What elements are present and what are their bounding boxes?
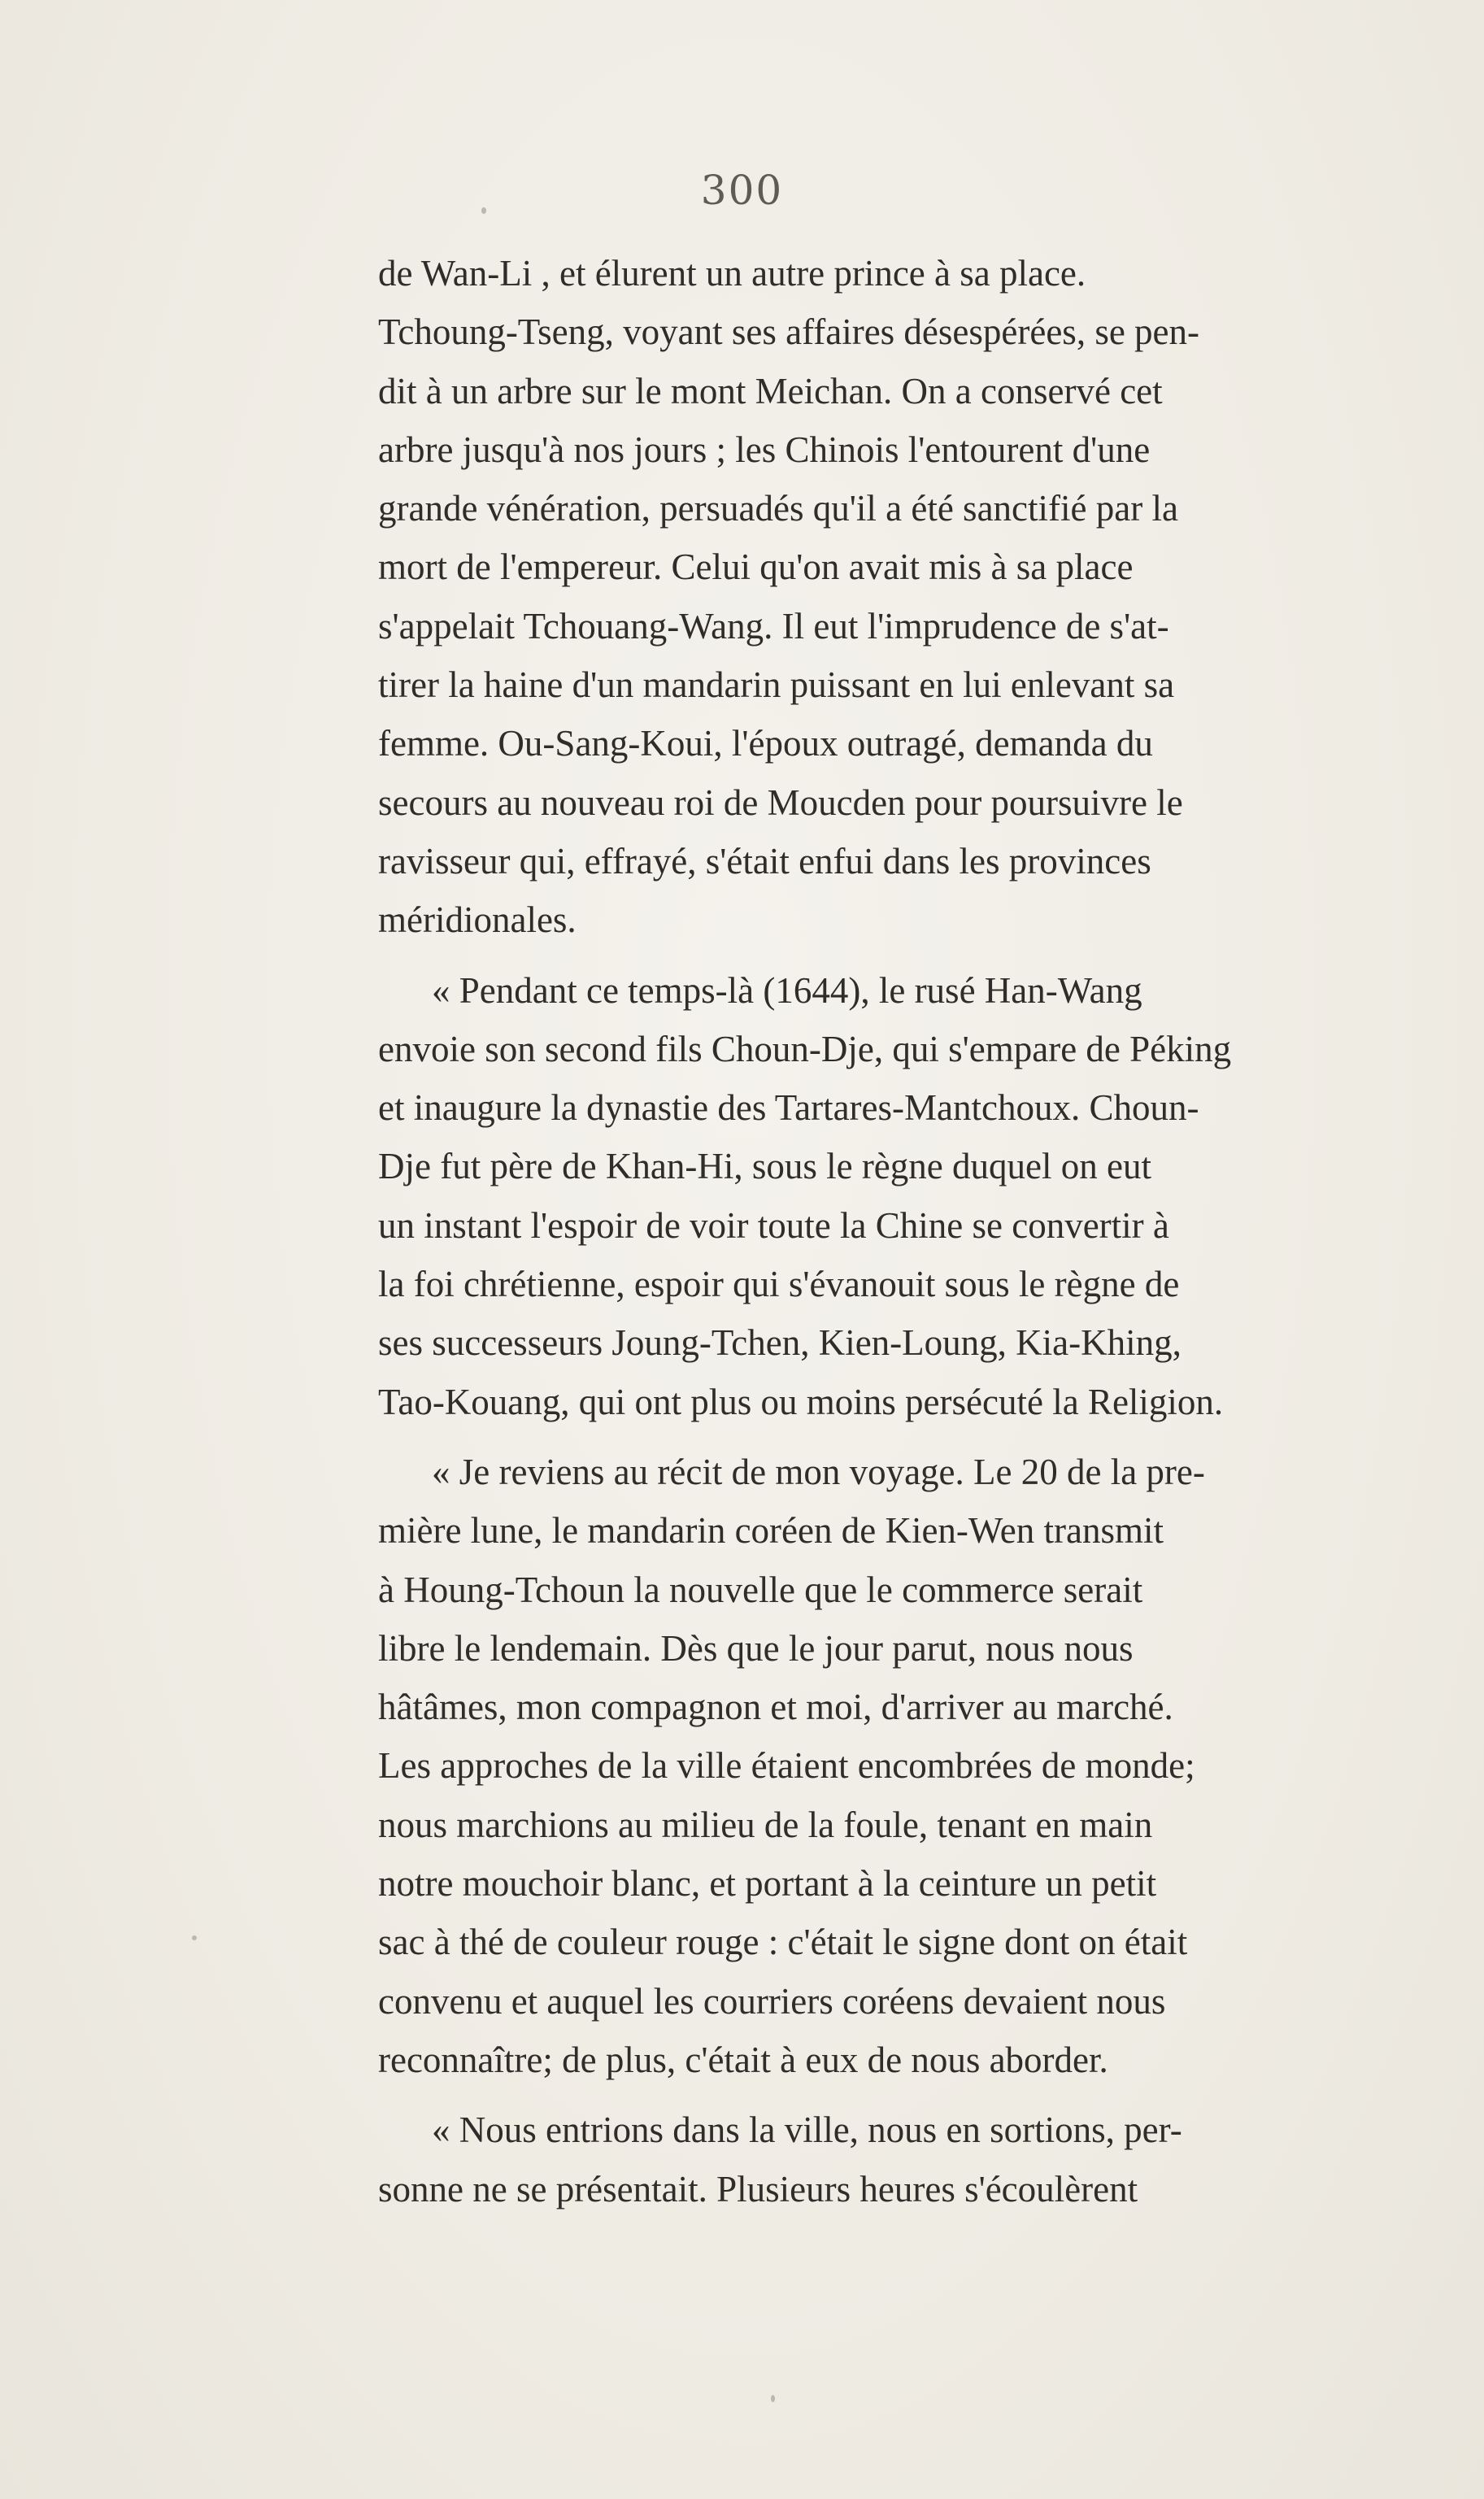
text-line: méridionales. [378,899,577,941]
body-text [378,244,1419,2230]
text-line: sonne ne se présentait. Plusieurs heures s'écoulèrent [378,2168,1138,2209]
text-line: « Pendant ce temps-là (1644), le rusé Han-Wang [432,969,1142,1011]
text-line: reconnaître; de plus, c'était à eux de nous aborder. [378,2039,1108,2080]
paragraph [378,2101,1419,2218]
paper-speck [192,1935,197,1940]
text-line: Les approches de la ville étaient encombrées de monde; [378,1745,1195,1787]
text-line: notre mouchoir blanc, et portant à la ceinture un petit [378,1863,1157,1905]
text-line: « Nous entrions dans la ville, nous en sortions, per- [432,2109,1182,2151]
text-line: ravisseur qui, effrayé, s'était enfui dans les provinces [378,840,1151,882]
text-line: Dje fut père de Khan-Hi, sous le règne duquel on eut [378,1146,1151,1187]
paragraph [378,1443,1419,2089]
text-line: Tchoung-Tseng, voyant ses affaires désespérées, se pen- [378,311,1200,353]
text-line: la foi chrétienne, espoir qui s'évanouit sous le règne de [378,1264,1180,1305]
text-line: sac à thé de couleur rouge : c'était le signe dont on était [378,1922,1188,1963]
text-line: secours au nouveau roi de Moucden pour poursuivre le [378,781,1183,823]
text-line: femme. Ou-Sang-Koui, l'époux outragé, demanda du [378,723,1153,764]
text-line: mort de l'empereur. Celui qu'on avait mis à sa place [378,546,1134,588]
text-line: grande vénération, persuadés qu'il a été sanctifié par la [378,488,1178,529]
text-line: hâtâmes, mon compagnon et moi, d'arriver au marché. [378,1687,1173,1728]
text-line: envoie son second fils Choun-Dje, qui s'empare de Péking [378,1028,1232,1069]
text-line: et inaugure la dynastie des Tartares-Mantchoux. Choun- [378,1087,1199,1129]
text-line: tirer la haine d'un mandarin puissant en lui enlevant sa [378,664,1175,706]
text-line: nous marchions au milieu de la foule, tenant en main [378,1804,1153,1845]
paragraph [378,244,1419,950]
paragraph [378,961,1419,1431]
text-line: mière lune, le mandarin coréen de Kien-Wen transmit [378,1510,1164,1552]
paper-speck [771,2395,775,2402]
text-line: ses successeurs Joung-Tchen, Kien-Loung, Kia-Khing, [378,1322,1182,1364]
paper-speck [481,207,486,214]
text-line: Tao-Kouang, qui ont plus ou moins persécuté la Religion. [378,1381,1224,1422]
text-line: convenu et auquel les courriers coréens devaient nous [378,1980,1166,2022]
text-line: s'appelait Tchouang-Wang. Il eut l'imprudence de s'at- [378,605,1169,647]
text-line: libre le lendemain. Dès que le jour parut, nous nous [378,1627,1134,1669]
text-line: à Houng-Tchoun la nouvelle que le commerce serait [378,1569,1143,1610]
page-number: 300 [700,167,784,214]
text-line: de Wan-Li , et élurent un autre prince à sa place. [378,253,1086,294]
text-line: un instant l'espoir de voir toute la Chine se convertir à [378,1204,1169,1246]
text-line: « Je reviens au récit de mon voyage. Le 20 de la pre- [432,1451,1205,1492]
text-line: arbre jusqu'à nos jours ; les Chinois l'entourent d'une [378,429,1151,470]
text-line: dit à un arbre sur le mont Meichan. On a conservé cet [378,370,1163,411]
